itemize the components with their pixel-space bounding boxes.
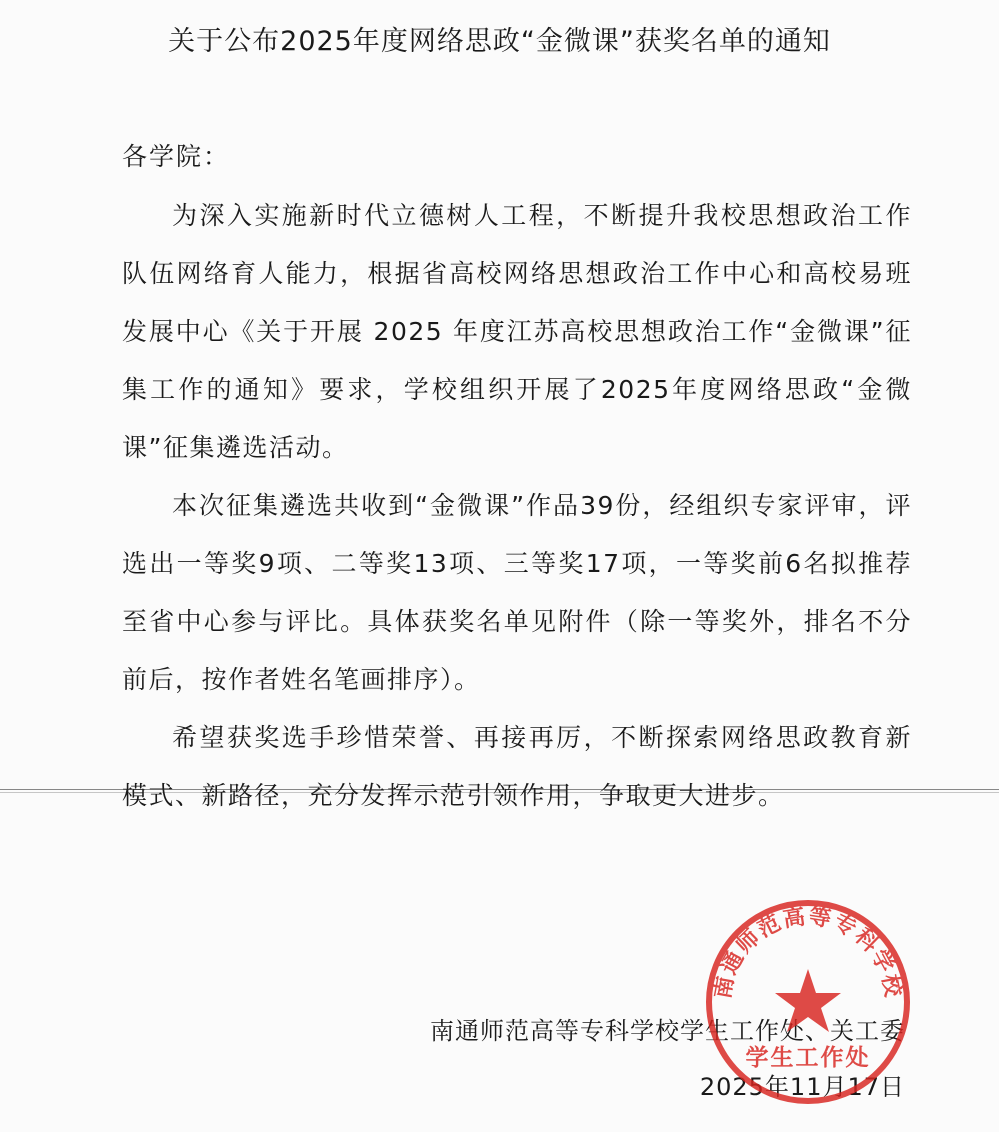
issuer-name: 南通师范高等专科学校学生工作处、关工委 — [430, 1017, 905, 1045]
seal-arc-text: 南通师范高等专科学校 — [710, 904, 906, 1001]
body-paragraph-2: 本次征集遴选共收到“金微课”作品39份，经组织专家评审，评选出一等奖9项、二等奖13项、三等奖17项，一等奖前6名拟推荐至省中心参与评比。具体获奖名单见附件（除一等奖外，排名不分前后，按作者姓名笔画排序）。 — [122, 491, 912, 694]
official-seal-stamp — [703, 897, 913, 1107]
seal-inner-text: 学生工作处 — [745, 1045, 871, 1071]
salutation: 各学院： — [122, 142, 231, 171]
body-paragraph-3: 希望获奖选手珍惜荣誉、再接再厉，不断探索网络思政教育新模式、新路径，充分发挥示范引领作用，争取更大进步。 — [122, 723, 912, 810]
document-title: 关于公布2025年度网络思政“金微课”获奖名单的通知 — [168, 26, 831, 57]
scan-fold-line-shadow — [0, 792, 999, 793]
body-paragraph-1: 为深入实施新时代立德树人工程，不断提升我校思想政治工作队伍网络育人能力，根据省高校网络思想政治工作中心和高校易班发展中心《关于开展 2025 年度江苏高校思想政治工作“金微课”征集工作的通知》要求，学校组织开展了2025年度网络思政“金微课”征集遴选活动。 — [122, 201, 912, 462]
scan-fold-line — [0, 789, 999, 790]
issue-date: 2025年11月17日 — [699, 1073, 905, 1101]
star-icon — [775, 969, 841, 1032]
